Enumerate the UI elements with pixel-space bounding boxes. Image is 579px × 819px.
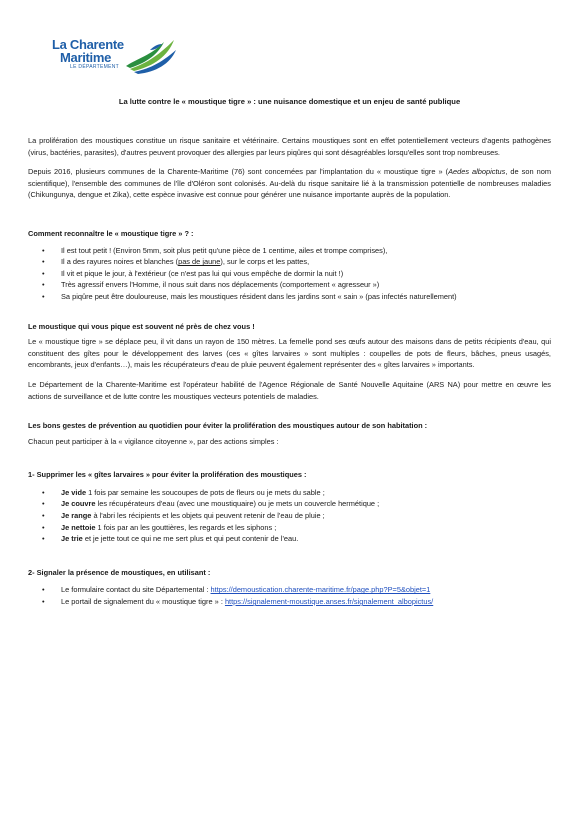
list-item: • Le formulaire contact du site Départemental : https://demoustication.charente-maritime.fr/page.php?P=5&objet=1 xyxy=(42,585,431,595)
list-item: • Je range à l'abri les récipients et les objets qui peuvent retenir de l'eau de pluie ; xyxy=(42,511,325,521)
bird-wave-logo-icon xyxy=(120,36,178,76)
logo-text xyxy=(52,38,124,71)
list-item: • Il vit et pique le jour, à l'extérieur (ce n'est pas lui qui vous empêche de dormir la nuit !) xyxy=(42,268,344,278)
bullet-icon: • xyxy=(42,487,45,497)
intro-p2-end: , de son nom scientifique), l'ensemble des communes de l'île d'Oléron sont colonisés. Au-delà du risque sanitaire lié à la transmission potentielle de nombreuses maladies (Chikungunya, dengue et Zika), cette espèce invasive est connue pour générer une nuisance importante auprès de la population. xyxy=(28,167,551,200)
list-item: • Je couvre les récupérateurs d'eau (avec une moustiquaire) ou je mets un couvercle hermétique ; xyxy=(42,499,380,509)
nearby-paragraph-1: Le « moustique tigre » se déplace peu, il vit dans un rayon de 150 mètres. La femelle pond ses œufs autour des maisons dans de petits récipients d'eau, qui constituent des gîtes pour le développement des larves (ces « gîtes larvaires » sont multiples : coupelles de pots de fleurs, bâches, pneus usagés, encombrants, jeux d'enfants…), mais les récupérateurs d'eau de pluie peuvent également représenter des « gîtes larvaires » importants. xyxy=(28,337,551,370)
species-name: Aedes albopictus xyxy=(448,167,506,177)
logo-line2: Maritime xyxy=(60,50,112,65)
bullet-icon: • xyxy=(42,522,45,532)
report-portal-link[interactable]: https://signalement-moustique.anses.fr/signalement_albopictus/ xyxy=(224,597,434,607)
bullet-icon: • xyxy=(42,280,45,290)
logo-line3: LE DÉPARTEMENT xyxy=(70,64,120,70)
list-item: • Très agressif envers l'Homme, il nous suit dans nos déplacements (comportement « agresseur ») xyxy=(42,280,380,290)
bullet-icon: • xyxy=(42,499,45,509)
nearby-heading: Le moustique qui vous pique est souvent né près de chez vous ! xyxy=(28,321,255,331)
department-logo xyxy=(52,38,162,80)
list-item: • Sa piqûre peut être douloureuse, mais les moustiques résident dans les jardins sont « sain » (pas infectés naturellement) xyxy=(42,291,457,301)
bullet-icon: • xyxy=(42,268,45,278)
prevention-intro: Chacun peut participer à la « vigilance citoyenne », par des actions simples : xyxy=(28,436,279,446)
contact-form-link[interactable]: https://demoustication.charente-maritime.fr/page.php?P=5&objet=1 xyxy=(210,585,431,595)
step2-list xyxy=(28,584,551,607)
list-item: • Je trie et je jette tout ce qui ne me sert plus et qui peut contenir de l'eau. xyxy=(42,534,299,544)
list-item: • Il a des rayures noires et blanches (pas de jaune), sur le corps et les pattes, xyxy=(42,257,310,267)
bullet-icon: • xyxy=(42,245,45,255)
list-item: • Il est tout petit ! (Environ 5mm, soit plus petit qu'une pièce de 1 centime, ailes et trompe comprises), xyxy=(42,245,388,255)
list-item: • Je nettoie 1 fois par an les gouttières, les regards et les siphons ; xyxy=(42,522,277,532)
nearby-paragraph-2: Le Département de la Charente-Maritime est l'opérateur habilité de l'Agence Régionale de Santé Nouvelle Aquitaine (ARS NA) pour mettre en œuvre les actions de surveillance et de lutte contre les moustiques vecteurs potentiels de maladies. xyxy=(28,379,551,401)
bullet-icon: • xyxy=(42,585,45,595)
document-body xyxy=(28,96,551,608)
bullet-icon: • xyxy=(42,534,45,544)
prevention-heading: Les bons gestes de prévention au quotidien pour éviter la prolifération des moustiques autour de son habitation : xyxy=(28,421,428,431)
step1-heading: 1- Supprimer les « gîtes larvaires » pour éviter la prolifération des moustiques : xyxy=(28,470,307,480)
recognize-list xyxy=(28,245,551,303)
bullet-icon: • xyxy=(42,511,45,521)
bullet-icon: • xyxy=(42,257,45,267)
bullet-icon: • xyxy=(42,291,45,301)
bullet-icon: • xyxy=(42,597,45,607)
recognize-heading: Comment reconnaître le « moustique tigre » ? : xyxy=(28,228,194,238)
page-title: La lutte contre le « moustique tigre » : une nuisance domestique et un enjeu de santé publique xyxy=(118,97,461,106)
logo-line1: La Charente xyxy=(52,37,124,52)
intro-p2-start: Depuis 2016, plusieurs communes de la Charente-Maritime (76) sont concernées par l'implantation du « moustique tigre » ( xyxy=(28,167,449,177)
list-item: • Le portail de signalement du « moustique tigre » : https://signalement-moustique.anses.fr/signalement_albopictus/ xyxy=(42,597,434,607)
step2-heading: 2- Signaler la présence de moustiques, en utilisant : xyxy=(28,567,211,577)
no-yellow-underlined: pas de jaune xyxy=(178,257,221,267)
list-item: • Je vide 1 fois par semaine les soucoupes de pots de fleurs ou je mets du sable ; xyxy=(42,487,325,497)
step1-list xyxy=(28,487,551,545)
intro-paragraph-2 xyxy=(28,166,551,201)
intro-paragraph-1: La prolifération des moustiques constitue un risque sanitaire et vétérinaire. Certains moustiques sont en effet potentiellement vecteurs d'agents pathogènes (virus, bactéries, parasites), d'autres peuvent provoquer des allergies par leurs piqûres qui sont désagréables lorsqu'elles sont trop nombreuses. xyxy=(28,136,551,157)
